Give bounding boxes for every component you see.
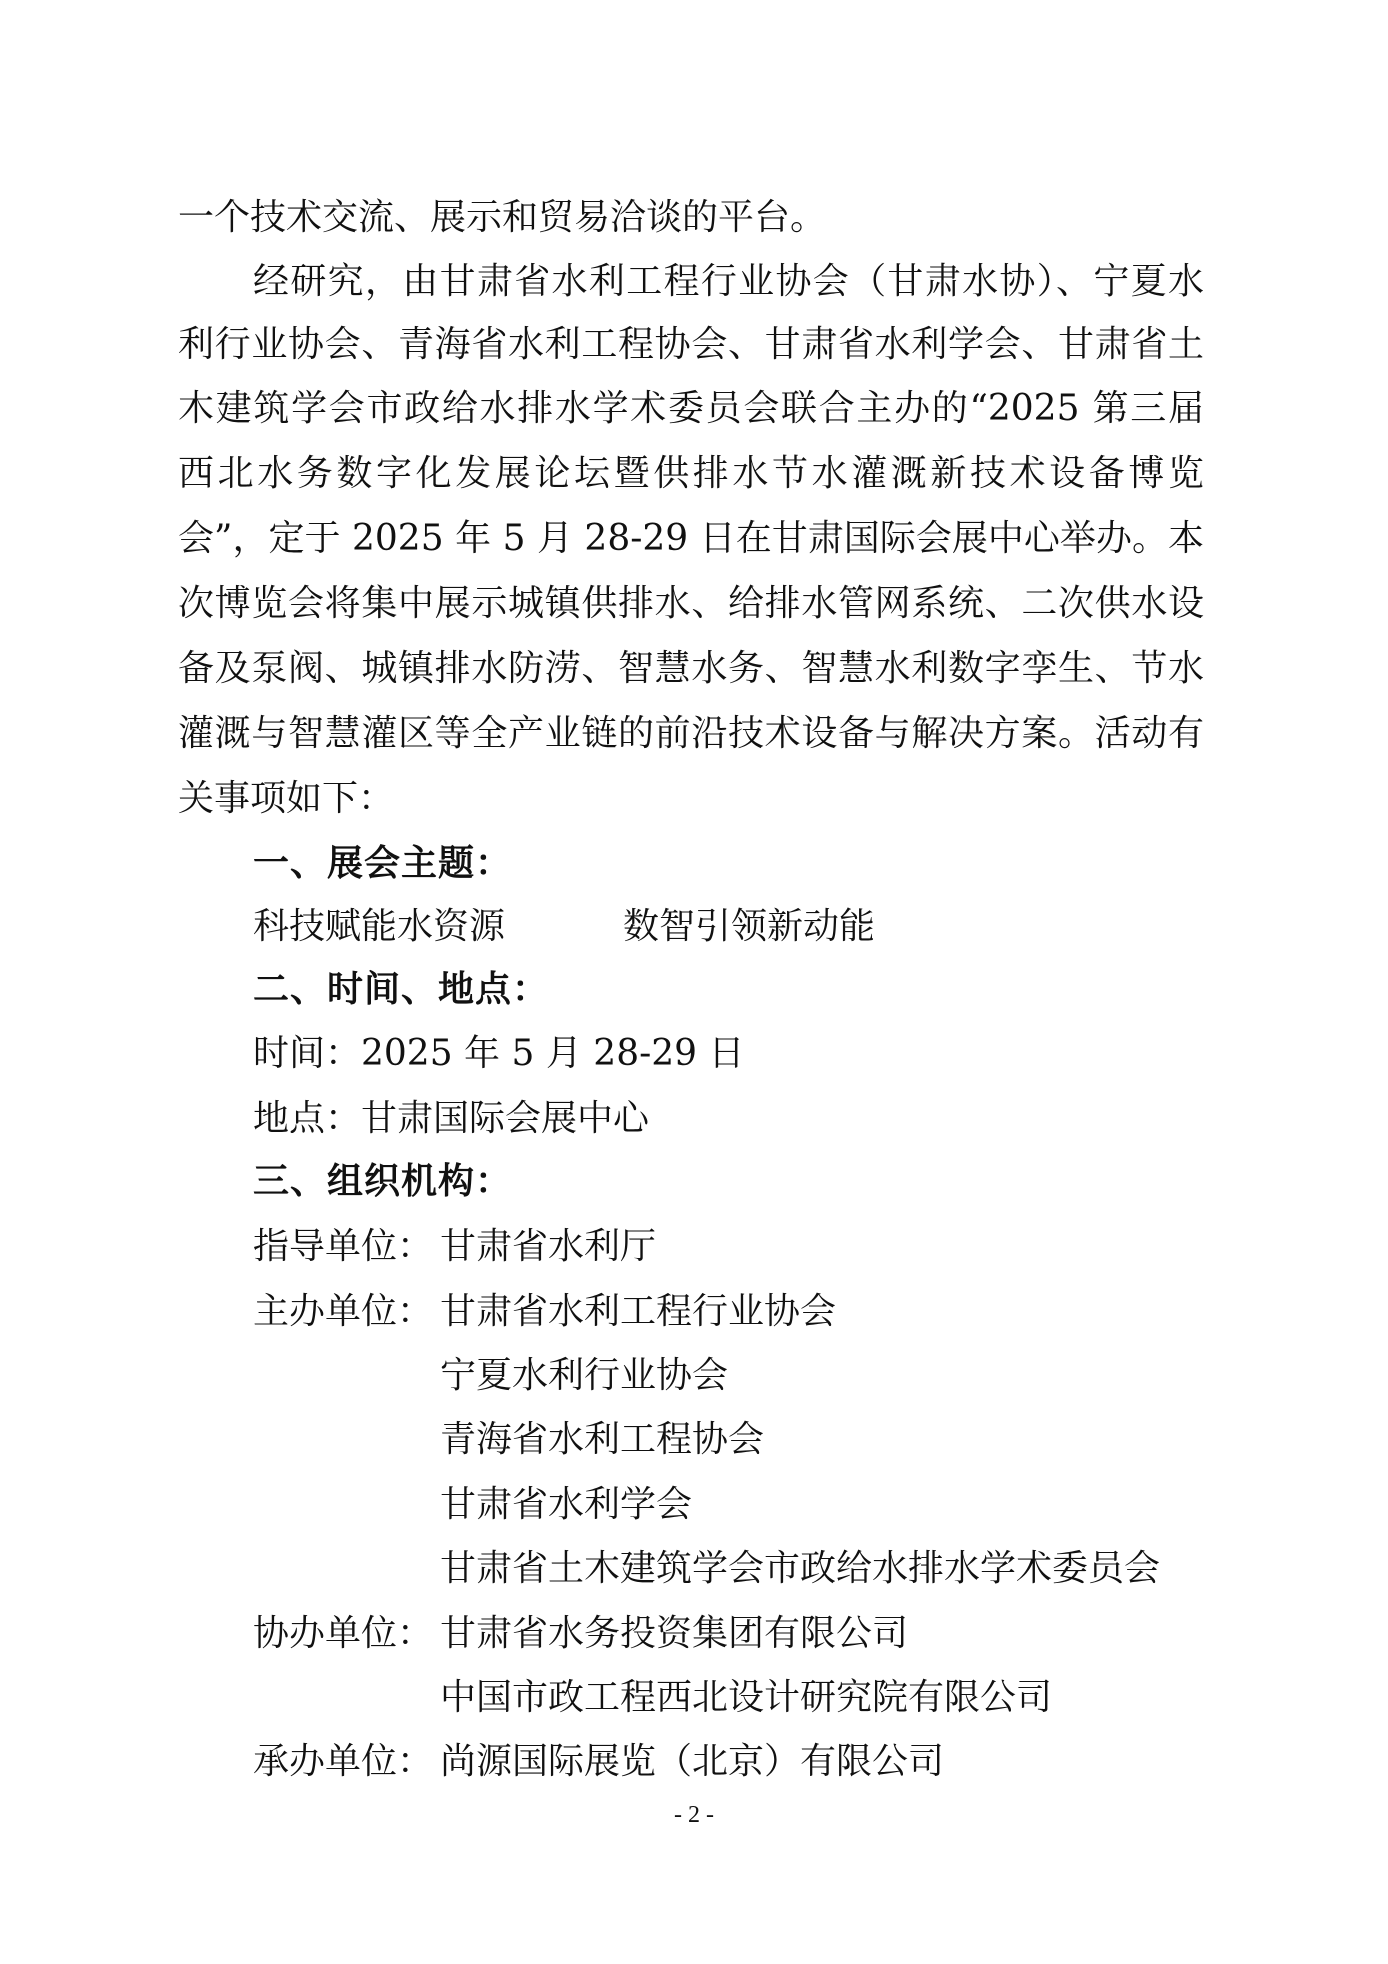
exhibition-theme [253, 903, 875, 951]
intro-line-10: 关事项如下： [178, 778, 395, 819]
host-unit-5: 甘肃省土木建筑学会市政给水排水学术委员会 [440, 1548, 1161, 1589]
organizer-label: 承办单位： [253, 1741, 434, 1782]
intro-line-5: 西北水务数字化发展论坛暨供排水节水灌溉新技术设备博览 [178, 453, 1204, 494]
host-label: 主办单位： [253, 1291, 434, 1332]
co-organizer-2: 中国市政工程西北设计研究院有限公司 [440, 1677, 1053, 1718]
host-unit-1: 甘肃省水利工程行业协会 [440, 1291, 837, 1332]
event-place: 地点：甘肃国际会展中心 [253, 1098, 650, 1139]
section-2-heading: 二、时间、地点： [253, 969, 550, 1010]
co-organizer-1: 甘肃省水务投资集团有限公司 [440, 1613, 909, 1654]
organizer-unit: 尚源国际展览（北京）有限公司 [440, 1741, 945, 1782]
co-organizer-label: 协办单位： [253, 1613, 434, 1654]
guide-unit: 甘肃省水利厅 [440, 1226, 657, 1267]
intro-line-1: 一个技术交流、展示和贸易洽谈的平台。 [178, 197, 827, 238]
theme-left: 科技赋能水资源 [253, 906, 506, 947]
section-1-heading: 一、展会主题： [253, 843, 513, 884]
intro-line-3: 利行业协会、青海省水利工程协会、甘肃省水利学会、甘肃省土 [178, 324, 1204, 365]
theme-right: 数智引领新动能 [623, 906, 876, 947]
event-time: 时间：2025 年 5 月 28-29 日 [253, 1033, 745, 1074]
intro-line-7: 次博览会将集中展示城镇供排水、给排水管网系统、二次供水设 [178, 583, 1204, 624]
section-3-heading: 三、组织机构： [253, 1161, 513, 1202]
intro-line-8: 备及泵阀、城镇排水防涝、智慧水务、智慧水利数字孪生、节水 [178, 648, 1204, 689]
page-number: - 2 - [674, 1802, 714, 1828]
intro-line-9: 灌溉与智慧灌区等全产业链的前沿技术设备与解决方案。活动有 [178, 713, 1204, 754]
intro-line-2: 经研究，由甘肃省水利工程行业协会（甘肃水协）、宁夏水 [253, 261, 1204, 302]
host-unit-4: 甘肃省水利学会 [440, 1484, 693, 1525]
intro-line-4: 木建筑学会市政给水排水学术委员会联合主办的“2025 第三届 [178, 388, 1204, 429]
guide-label: 指导单位： [253, 1226, 434, 1267]
host-unit-2: 宁夏水利行业协会 [440, 1355, 729, 1396]
intro-line-6: 会”，定于 2025 年 5 月 28-29 日在甘肃国际会展中心举办。本 [178, 518, 1204, 559]
host-unit-3: 青海省水利工程协会 [440, 1419, 765, 1460]
